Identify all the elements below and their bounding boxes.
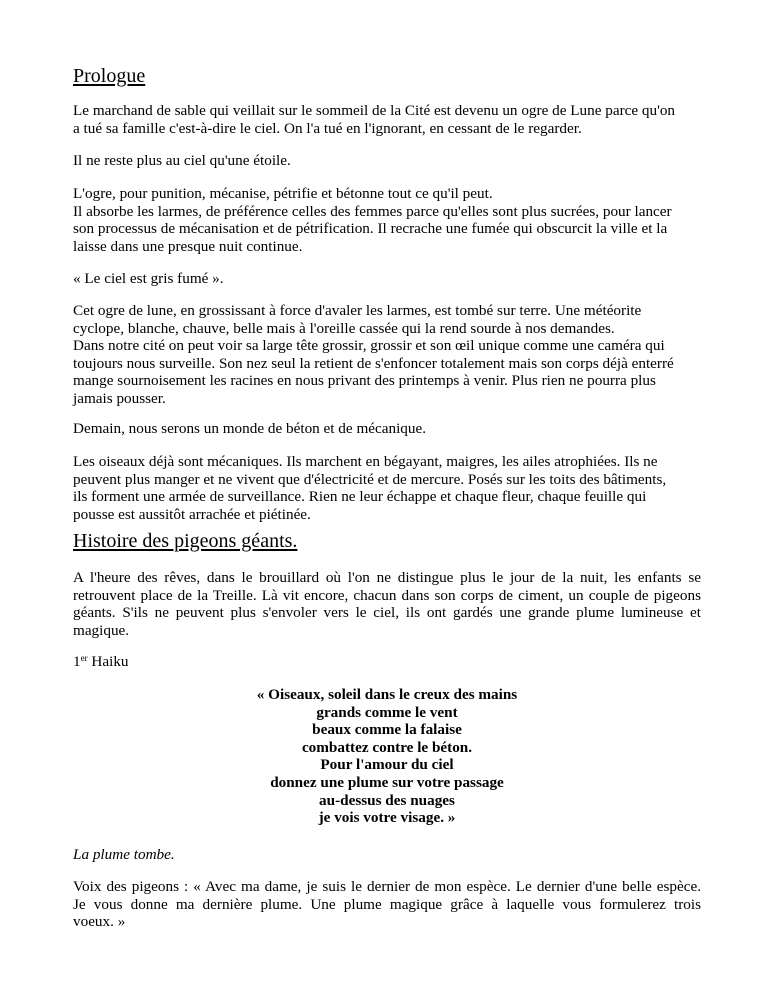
text-line: Le marchand de sable qui veillait sur le sommeil de la Cité est devenu un ogre de Lune parce qu'on (73, 102, 676, 119)
text-line: « Le ciel est gris fumé ». (73, 270, 224, 287)
poem-line: combattez contre le béton. (301, 738, 473, 756)
voix-paragraph (73, 878, 701, 931)
text-line: Cet ogre de lune, en grossissant à force d'avaler les larmes, est tombé sur terre. Une météorite (73, 302, 642, 319)
text-line: L'ogre, pour punition, mécanise, pétrifie et bétonne tout ce qu'il peut. (73, 185, 493, 202)
text-line: Dans notre cité on peut voir sa large tête grossir, grossir et son œil unique comme une caméra qui (73, 337, 665, 355)
poem-line: « Oiseaux, soleil dans le creux des mains (256, 686, 518, 703)
histoire-heading: Histoire des pigeons géants. (73, 530, 298, 552)
poem-line: grands comme le vent (316, 703, 458, 721)
text-line: Demain, nous serons un monde de béton et de mécanique. (73, 420, 427, 437)
text-line: voeux. » (73, 913, 126, 931)
stage-direction (73, 846, 701, 864)
text-line: jamais pousser. (73, 389, 166, 407)
text-line: La plume tombe. (73, 846, 175, 863)
text-line: laisse dans une presque nuit continue. (73, 237, 303, 255)
text-line: géants. S'ils ne peuvent plus s'envoler vers le ciel, ils ont gardés une grande plume lumineuse et (73, 604, 701, 622)
poem-line: Pour l'amour du ciel (320, 756, 454, 774)
text-line: toujours nous surveille. Son nez seul la retient de s'enfoncer totalement mais son corps déjà enterré (73, 354, 674, 372)
prologue-paragraph-1 (73, 102, 701, 137)
haiku-label (73, 653, 701, 671)
haiku-poem (73, 686, 701, 827)
text-line: a tué sa famille c'est-à-dire le ciel. On l'a tué en l'ignorant, en cessant de le regarder. (73, 119, 582, 137)
text-line: Il absorbe les larmes, de préférence celles des femmes parce qu'elles sont plus sucrées, pour lancer (73, 202, 672, 220)
text-line: ils forment une armée de surveillance. Rien ne leur échappe et chaque fleur, chaque feuille qui (73, 488, 647, 506)
text-line: mange sournoisement les racines en nous privant des printemps à venir. Plus rien ne pourra plus (73, 372, 656, 390)
prologue-paragraph-3 (73, 185, 701, 255)
text-line: peuvent plus manger et ne vivent que d'électricité et de mercure. Posés sur les toits des bâtiments, (73, 470, 667, 488)
text-line: Il ne reste plus au ciel qu'une étoile. (73, 152, 291, 169)
prologue-paragraph-4 (73, 270, 701, 288)
prologue-heading: Prologue (73, 65, 146, 87)
prologue-paragraph-6 (73, 420, 701, 438)
poem-line: je vois votre visage. » (318, 809, 456, 827)
haiku-superscript: er (80, 653, 88, 663)
text-line: Je vous donne ma dernière plume. Une plume magique grâce à laquelle vous formulerez trois (73, 895, 701, 913)
poem-line: beaux comme la falaise (312, 721, 462, 739)
text-line: pousse est aussitôt arrachée et piétinée. (73, 505, 311, 523)
text-line: Les oiseaux déjà sont mécaniques. Ils marchent en bégayant, maigres, les ailes atrophiées. Ils ne (73, 453, 658, 470)
haiku-number: 1 (73, 653, 81, 670)
histoire-paragraph-1 (73, 569, 701, 639)
text-line: retrouvent place de la Treille. Là vit encore, chacun dans son corps de ciment, un couple de pigeons (73, 586, 701, 604)
text-line: Voix des pigeons : « Avec ma dame, je suis le dernier de mon espèce. Le dernier d'une belle espèce. (73, 878, 701, 895)
text-line: cyclope, blanche, chauve, belle mais à l'oreille cassée qui la rend sourde à nos demandes. (73, 319, 615, 337)
poem-line: donnez une plume sur votre passage (270, 773, 504, 791)
poem-line: au-dessus des nuages (319, 791, 455, 809)
haiku-word: Haiku (87, 653, 129, 670)
prologue-paragraph-7 (73, 453, 701, 523)
prologue-paragraph-5 (73, 302, 701, 408)
text-line: magique. (73, 621, 130, 639)
text-line: son processus de mécanisation et de pétrification. Il recrache une fumée qui obscurcit la ville et la (73, 220, 668, 238)
prologue-paragraph-2 (73, 152, 701, 170)
text-line: A l'heure des rêves, dans le brouillard où l'on ne distingue plus le jour de la nuit, les enfants se (73, 569, 701, 586)
